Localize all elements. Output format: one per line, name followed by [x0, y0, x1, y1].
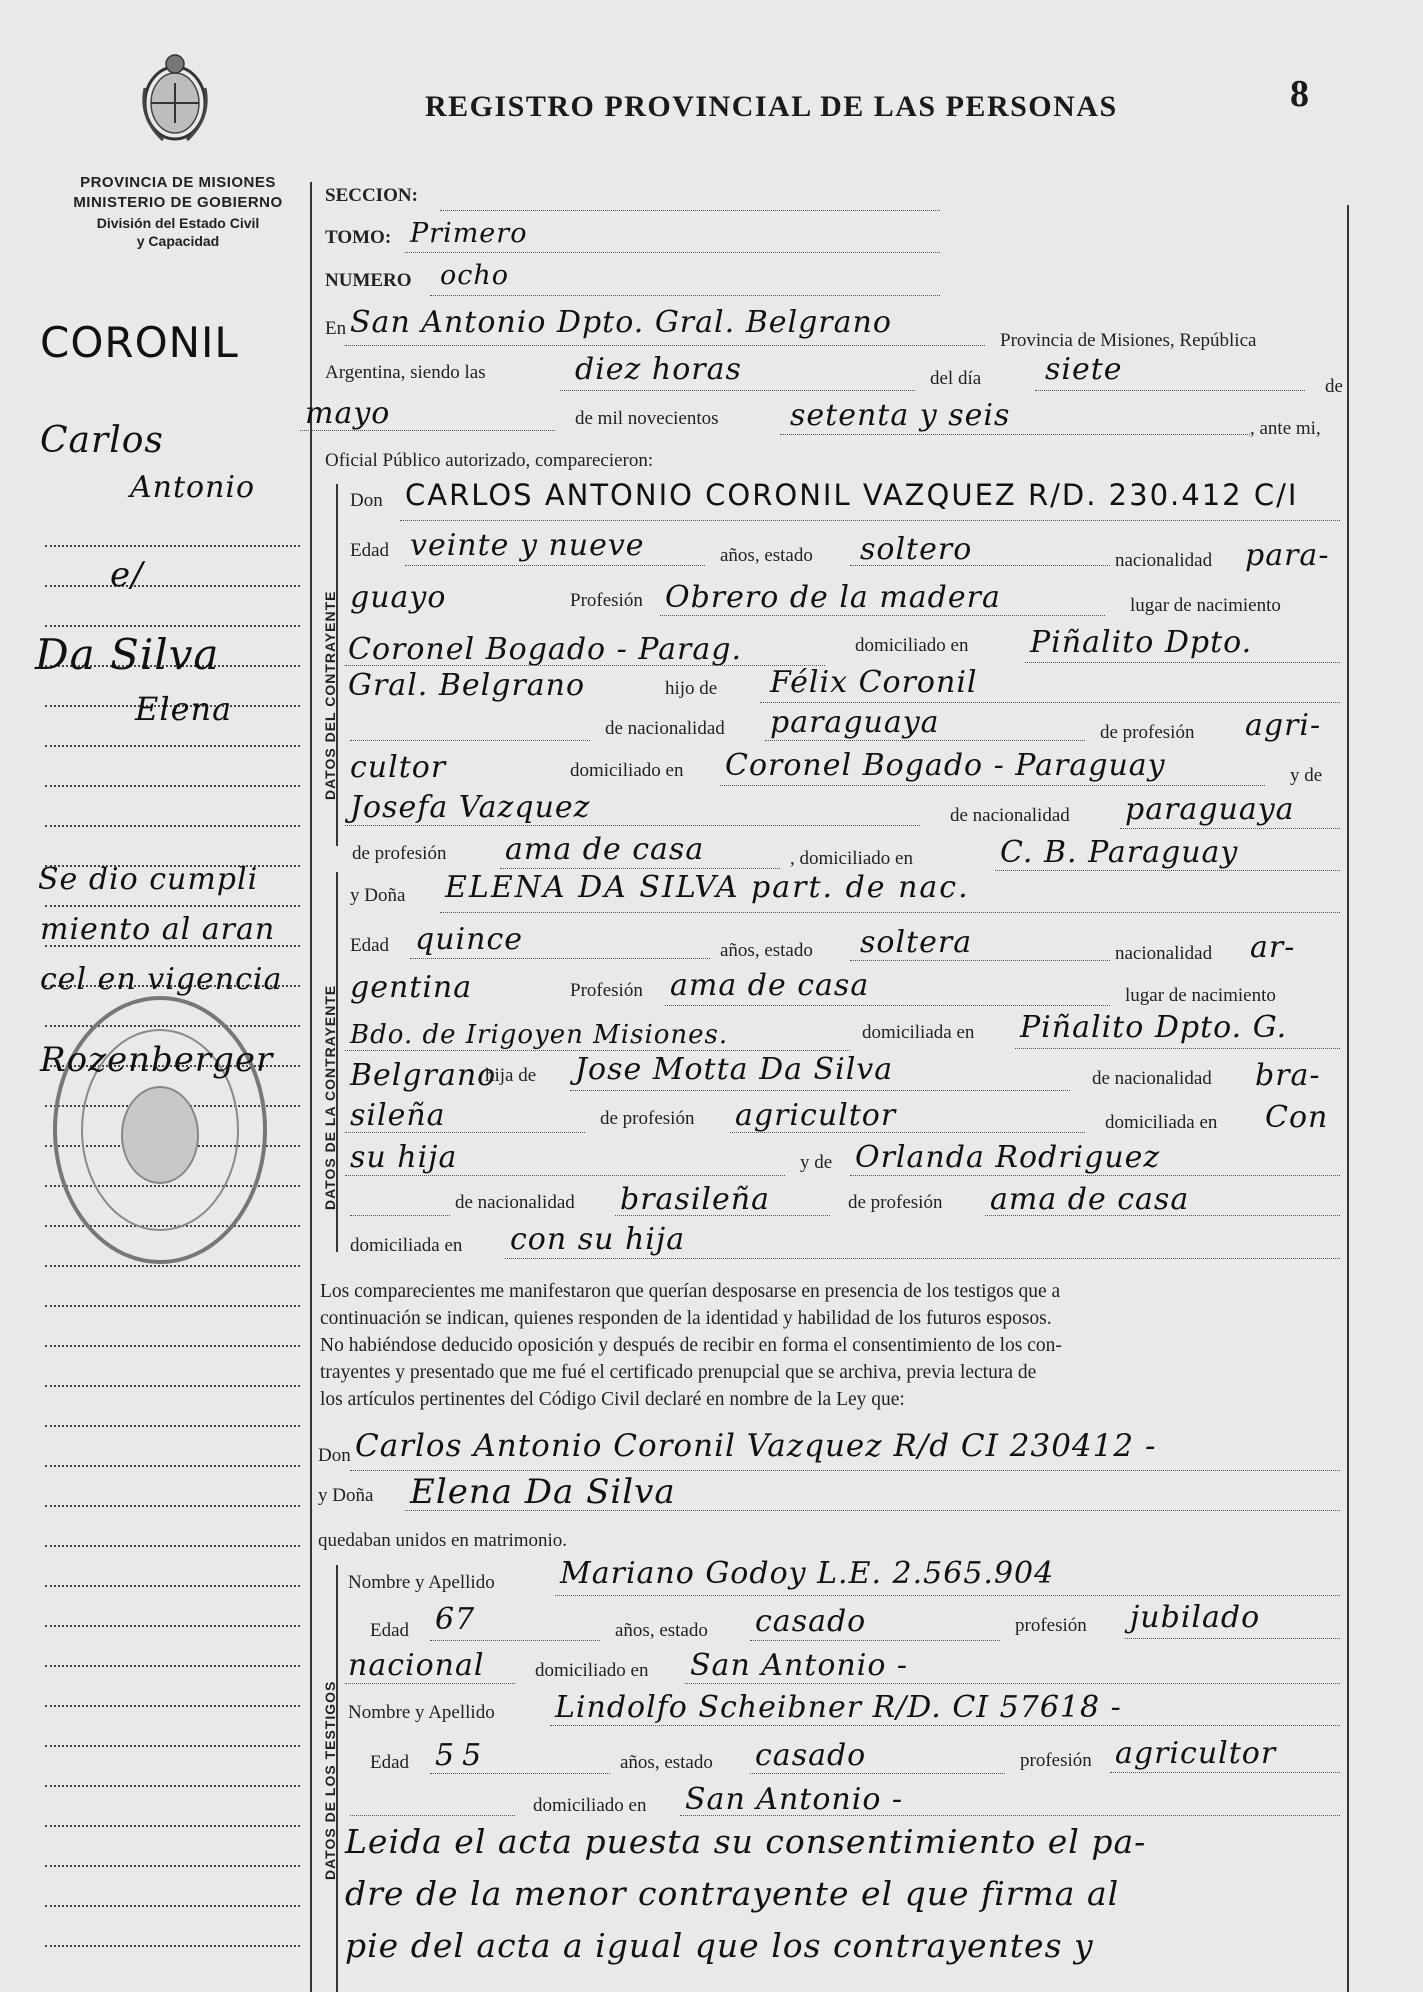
quedaban-text: quedaban unidos en matrimonio. [318, 1530, 568, 1551]
lugar-nacimiento-label-2: lugar de nacimiento [1125, 985, 1276, 1006]
de-profesion-label-2: de profesión [352, 843, 447, 864]
y-de-label-2: y de [800, 1152, 833, 1173]
margin-first-name-2: Elena [135, 690, 233, 728]
bride-father-nationality: bra- [1255, 1058, 1321, 1093]
bride-name: ELENA DA SILVA part. de nac. [445, 870, 970, 905]
groom-father-profession: agri- [1245, 708, 1322, 743]
groom-father-address: Coronel Bogado - Paraguay [725, 748, 1166, 783]
bride-father-address-2: su hija [350, 1140, 458, 1175]
witness-2-name: Lindolfo Scheibner R/D. CI 57618 - [555, 1690, 1122, 1725]
novecientos-label: de mil novecientos [575, 408, 719, 429]
anos-estado-label-3: años, estado [615, 1620, 708, 1641]
anos-estado-label-4: años, estado [620, 1752, 713, 1773]
margin-signature: Rozenberger [40, 1040, 274, 1080]
margin-conjunction: e/ [110, 555, 144, 595]
witness-1-age: 67 [435, 1602, 476, 1637]
nacionalidad-label: nacionalidad [1115, 550, 1213, 571]
ministry-label: MINISTERIO DE GOBIERNO [73, 194, 283, 211]
argentina-text: Argentina, siendo las [325, 362, 486, 383]
seccion-label: SECCION: [325, 185, 418, 206]
profesion-label-4: profesión [1020, 1750, 1092, 1771]
section-label-contrayente-2: DATOS DE LA CONTRAYENTE [322, 984, 338, 1210]
don-label: Don [350, 490, 383, 511]
division-label: División del Estado Civil [96, 215, 260, 231]
mes-value: mayo [305, 396, 391, 431]
anos-estado-label: años, estado [720, 545, 813, 566]
provincia-text: Provincia de Misiones, República [1000, 330, 1257, 351]
paragraph-line: los artículos pertinentes del Código Civil declaré en nombre de la Ley que: [320, 1389, 905, 1410]
registry-seal-stamp [45, 985, 275, 1275]
document-title: REGISTRO PROVINCIAL DE LAS PERSONAS [425, 90, 1118, 123]
witness-1-name: Mariano Godoy L.E. 2.565.904 [560, 1556, 1055, 1591]
bride-father-address: Con [1265, 1100, 1329, 1135]
closing-line-2: dre de la menor contrayente el que firma al [345, 1874, 1120, 1913]
groom-name: CARLOS ANTONIO CORONIL VAZQUEZ R/D. 230.412 C/I [405, 478, 1299, 512]
domiciliado-label-4: domiciliado en [535, 1660, 649, 1681]
margin-note-3: cel en vigencia [40, 962, 283, 997]
margin-surname: CORONIL [40, 318, 239, 367]
oficial-label: Oficial Público autorizado, comparecieron: [325, 450, 654, 471]
profesion-label-2: Profesión [570, 980, 643, 1001]
groom-marital-status: soltero [860, 532, 973, 567]
ante-mi-label: , ante mi, [1250, 418, 1321, 439]
bride-father-nationality-2: sileña [350, 1098, 446, 1133]
year-value: setenta y seis [790, 398, 1011, 433]
edad-label-3: Edad [370, 1620, 410, 1641]
groom-father: Félix Coronil [770, 665, 978, 700]
profesion-label: Profesión [570, 590, 643, 611]
numero-value: ocho [440, 260, 510, 291]
groom-father-nationality: paraguaya [770, 705, 940, 740]
bride-father-profession: agricultor [735, 1098, 897, 1133]
page-number: 8 [1290, 73, 1309, 115]
bride-mother: Orlanda Rodriguez [855, 1140, 1161, 1175]
witness-2-address: San Antonio - [685, 1782, 904, 1817]
dona-label: y Doña [350, 885, 406, 906]
domiciliado-label: domiciliado en [855, 635, 969, 656]
domiciliada-label-2: domiciliada en [1105, 1112, 1218, 1133]
bride-mother-nationality: brasileña [620, 1182, 770, 1217]
groom-nationality: para- [1245, 538, 1330, 573]
y-de-label: y de [1290, 765, 1323, 786]
closing-line-3: pie del acta a igual que los contrayentes y [345, 1926, 1094, 1965]
nombre-apellido-label: Nombre y Apellido [348, 1572, 495, 1593]
don-label-2: Don [318, 1445, 351, 1466]
left-border-line [310, 182, 312, 1992]
en-label: En [325, 318, 347, 339]
place-value: San Antonio Dpto. Gral. Belgrano [350, 305, 892, 340]
bride-address-2: Belgrano [350, 1058, 497, 1093]
witness-1-status: casado [755, 1604, 867, 1639]
bride-profession: ama de casa [670, 968, 870, 1003]
section-label-testigos: DATOS DE LOS TESTIGOS [322, 1680, 338, 1880]
domiciliada-label-3: domiciliada en [350, 1235, 463, 1256]
bride-nationality-2: gentina [350, 970, 473, 1005]
margin-note-1: Se dio cumpli [38, 862, 259, 897]
division-label-2: y Capacidad [136, 233, 220, 249]
bride-father: Jose Motta Da Silva [575, 1052, 894, 1087]
witness-2-age: 55 [435, 1738, 490, 1773]
paragraph-line: Los comparecientes me manifestaron que querían desposarse en presencia de los testigos que a [320, 1281, 1061, 1302]
numero-label: NUMERO [325, 270, 412, 291]
de-label: de [1325, 376, 1343, 397]
witness-2-status: casado [755, 1738, 867, 1773]
edad-label: Edad [350, 540, 390, 561]
witness-1-address: San Antonio - [690, 1648, 909, 1683]
groom-nationality-2: guayo [350, 580, 447, 615]
de-profesion-label-4: de profesión [848, 1192, 943, 1213]
margin-note-2: miento al aran [40, 912, 276, 947]
witness-2-profession: agricultor [1115, 1736, 1277, 1771]
edad-label-2: Edad [350, 935, 390, 956]
right-border-line [1347, 205, 1349, 1992]
dona-label-2: y Doña [318, 1485, 374, 1506]
domiciliada-label: domiciliada en [862, 1022, 975, 1043]
coat-of-arms-emblem [135, 48, 215, 148]
groom-address-2: Gral. Belgrano [348, 668, 586, 703]
hora-value: diez horas [575, 352, 742, 387]
anos-estado-label-2: años, estado [720, 940, 813, 961]
groom-age: veinte y nueve [410, 528, 645, 563]
groom-mother-nationality: paraguaya [1125, 792, 1295, 827]
de-nacionalidad-label: de nacionalidad [605, 718, 725, 739]
de-profesion-label: de profesión [1100, 722, 1195, 743]
lugar-nacimiento-label: lugar de nacimiento [1130, 595, 1281, 616]
margin-middle-name: Antonio [130, 470, 256, 505]
groom-father-profession-2: cultor [350, 750, 447, 785]
section-label-contrayente: DATOS DEL CONTRAYENTE [322, 590, 338, 800]
nacionalidad-label-2: nacionalidad [1115, 943, 1213, 964]
groom-birthplace: Coronel Bogado - Parag. [348, 632, 742, 667]
del-dia-label: del día [930, 368, 982, 389]
bride-age: quince [415, 922, 523, 957]
nombre-apellido-label-2: Nombre y Apellido [348, 1702, 495, 1723]
domiciliado-label-2: domiciliado en [570, 760, 684, 781]
witness-1-nationality: nacional [348, 1648, 485, 1683]
groom-address: Piñalito Dpto. [1030, 625, 1253, 660]
province-label: PROVINCIA DE MISIONES [80, 174, 276, 191]
paragraph-line: trayentes y presentado que me fué el certificado prenupcial que se archiva, previa lectura de [320, 1362, 1037, 1383]
margin-surname-2: Da Silva [35, 630, 220, 679]
declared-bride: Elena Da Silva [410, 1472, 676, 1512]
de-nacionalidad-label-4: de nacionalidad [455, 1192, 575, 1213]
consent-paragraph [320, 1278, 1338, 1413]
margin-first-name: Carlos [40, 420, 164, 461]
bride-mother-profession: ama de casa [990, 1182, 1190, 1217]
groom-mother: Josefa Vazquez [350, 790, 591, 825]
de-nacionalidad-label-3: de nacionalidad [1092, 1068, 1212, 1089]
bride-nationality: ar- [1250, 930, 1296, 965]
edad-label-4: Edad [370, 1752, 410, 1773]
tomo-label: TOMO: [325, 227, 392, 248]
de-nacionalidad-label-2: de nacionalidad [950, 805, 1070, 826]
bride-mother-address: con su hija [510, 1222, 686, 1257]
bride-birthplace: Bdo. de Irigoyen Misiones. [350, 1020, 729, 1050]
groom-profession: Obrero de la madera [665, 580, 1001, 615]
de-profesion-label-3: de profesión [600, 1108, 695, 1129]
dia-value: siete [1045, 352, 1123, 387]
groom-mother-address: C. B. Paraguay [1000, 835, 1239, 870]
bride-address: Piñalito Dpto. G. [1020, 1010, 1288, 1045]
closing-line-1: Leida el acta puesta su consentimiento el pa- [345, 1822, 1147, 1861]
paragraph-line: No habiéndose deducido oposición y después de recibir en forma el consentimiento de los con- [320, 1335, 1062, 1356]
hijo-de-label: hijo de [665, 678, 718, 699]
tomo-value: Primero [410, 218, 528, 249]
hija-de-label: hija de [485, 1065, 537, 1086]
groom-mother-profession: ama de casa [505, 832, 705, 867]
paragraph-line: continuación se indican, quienes responden de la identidad y habilidad de los futuros esposos. [320, 1308, 1052, 1329]
domiciliado-label-3: , domiciliado en [790, 848, 913, 869]
domiciliado-label-5: domiciliado en [533, 1795, 647, 1816]
witness-1-profession: jubilado [1130, 1600, 1261, 1635]
declared-groom: Carlos Antonio Coronil Vazquez R/d CI 230412 - [355, 1428, 1157, 1464]
profesion-label-3: profesión [1015, 1615, 1087, 1636]
bride-marital-status: soltera [860, 925, 973, 960]
